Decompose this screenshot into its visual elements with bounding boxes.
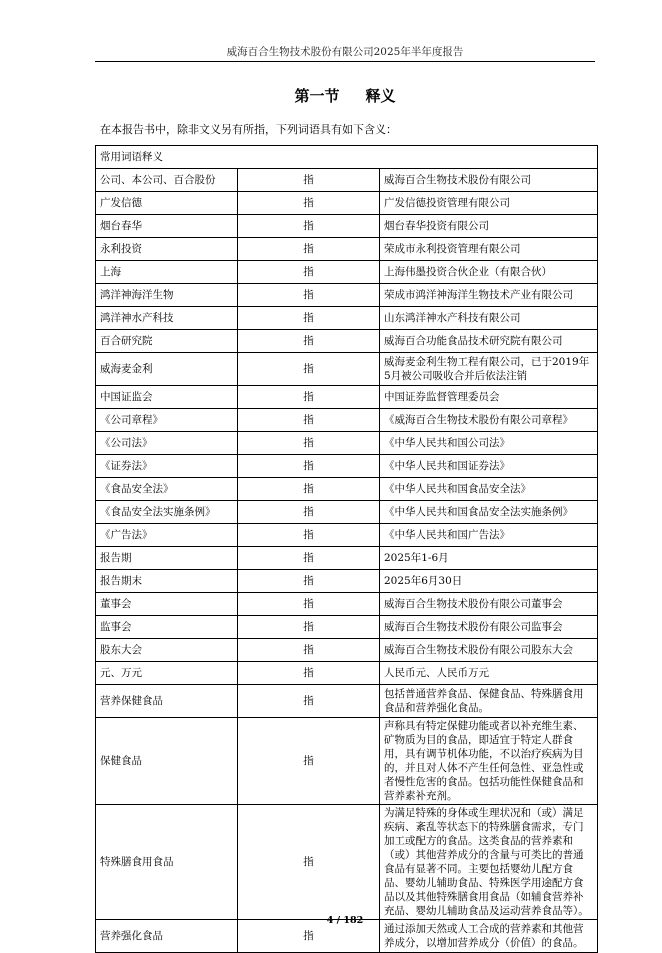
relation-cell: 指 — [238, 455, 380, 478]
term-cell: 保健食品 — [96, 718, 238, 805]
term-cell: 股东大会 — [96, 639, 238, 662]
table-row — [96, 261, 598, 284]
relation-cell: 指 — [238, 718, 380, 805]
section-name: 释义 — [365, 87, 396, 105]
relation-cell: 指 — [238, 261, 380, 284]
term-cell: 中国证监会 — [96, 386, 238, 409]
relation-cell: 指 — [238, 432, 380, 455]
table-row — [96, 547, 598, 570]
definition-cell: 声称具有特定保健功能或者以补充维生素、矿物质为目的食品，即适宜于特定人群食用，具有调节机体功能，不以治疗疾病为目的，并且对人体不产生任何急性、亚急性或者慢性危害的食品。包括功能性保健食品和营养素补充剂。 — [380, 718, 598, 805]
relation-cell: 指 — [238, 547, 380, 570]
definition-cell: 《威海百合生物技术股份有限公司章程》 — [380, 409, 598, 432]
table-row — [96, 685, 598, 718]
definition-cell: 威海百合功能食品技术研究院有限公司 — [380, 330, 598, 353]
table-row — [96, 524, 598, 547]
definition-cell: 烟台春华投资有限公司 — [380, 215, 598, 238]
definition-cell: 广发信德投资管理有限公司 — [380, 192, 598, 215]
table-row — [96, 570, 598, 593]
definition-cell: 包括普通营养食品、保健食品、特殊膳食用食品和营养强化食品。 — [380, 685, 598, 718]
definition-cell: 人民币元、人民币万元 — [380, 662, 598, 685]
definition-cell: 威海百合生物技术股份有限公司董事会 — [380, 593, 598, 616]
table-row — [96, 718, 598, 805]
table-row — [96, 616, 598, 639]
term-cell: 《食品安全法实施条例》 — [96, 501, 238, 524]
table-row — [96, 501, 598, 524]
section-number: 第一节 — [294, 87, 340, 105]
page-number: 4 / 182 — [326, 915, 364, 926]
relation-cell: 指 — [238, 570, 380, 593]
definition-cell: 威海百合生物技术股份有限公司监事会 — [380, 616, 598, 639]
term-cell: 《证券法》 — [96, 455, 238, 478]
relation-cell: 指 — [238, 284, 380, 307]
definition-cell: 威海百合生物技术股份有限公司股东大会 — [380, 639, 598, 662]
table-row — [96, 455, 598, 478]
relation-cell: 指 — [238, 524, 380, 547]
definition-cell: 荣成市永利投资管理有限公司 — [380, 238, 598, 261]
term-cell: 鸿洋神水产科技 — [96, 307, 238, 330]
term-cell: 《公司法》 — [96, 432, 238, 455]
definition-cell: 《中华人民共和国食品安全法》 — [380, 478, 598, 501]
definition-cell: 《中华人民共和国公司法》 — [380, 432, 598, 455]
term-cell: 百合研究院 — [96, 330, 238, 353]
table-heading-row — [96, 146, 598, 169]
term-cell: 永利投资 — [96, 238, 238, 261]
definition-cell: 山东鸿洋神水产科技有限公司 — [380, 307, 598, 330]
section-title — [95, 86, 595, 106]
definitions-table — [95, 145, 598, 953]
term-cell: 营养保健食品 — [96, 685, 238, 718]
definition-cell: 《中华人民共和国证券法》 — [380, 455, 598, 478]
term-cell: 《食品安全法》 — [96, 478, 238, 501]
relation-cell: 指 — [238, 386, 380, 409]
relation-cell: 指 — [238, 805, 380, 920]
definition-cell: 威海麦金利生物工程有限公司，已于2019年5月被公司吸收合并后依法注销 — [380, 353, 598, 386]
page-header: 威海百合生物技术股份有限公司2025年半年度报告 — [226, 46, 464, 58]
term-cell: 报告期末 — [96, 570, 238, 593]
relation-cell: 指 — [238, 353, 380, 386]
relation-cell: 指 — [238, 192, 380, 215]
relation-cell: 指 — [238, 616, 380, 639]
term-cell: 广发信德 — [96, 192, 238, 215]
definition-cell: 荣成市鸿洋神海洋生物技术产业有限公司 — [380, 284, 598, 307]
definition-cell: 2025年6月30日 — [380, 570, 598, 593]
term-cell: 《公司章程》 — [96, 409, 238, 432]
table-row — [96, 639, 598, 662]
table-heading: 常用词语释义 — [96, 146, 598, 169]
table-row — [96, 353, 598, 386]
definition-cell: 威海百合生物技术股份有限公司 — [380, 169, 598, 192]
definition-cell: 2025年1-6月 — [380, 547, 598, 570]
term-cell: 董事会 — [96, 593, 238, 616]
table-row — [96, 192, 598, 215]
table-row — [96, 215, 598, 238]
table-row — [96, 386, 598, 409]
table-row — [96, 169, 598, 192]
relation-cell: 指 — [238, 330, 380, 353]
term-cell: 威海麦金利 — [96, 353, 238, 386]
relation-cell: 指 — [238, 307, 380, 330]
definition-cell: 中国证券监督管理委员会 — [380, 386, 598, 409]
definition-cell: 上海伟墨投资合伙企业（有限合伙） — [380, 261, 598, 284]
term-cell: 元、万元 — [96, 662, 238, 685]
relation-cell: 指 — [238, 662, 380, 685]
relation-cell: 指 — [238, 478, 380, 501]
table-row — [96, 409, 598, 432]
table-row — [96, 478, 598, 501]
definition-cell: 为满足特殊的身体或生理状况和（或）满足疾病、紊乱等状态下的特殊膳食需求，专门加工或配方的食品。这类食品的营养素和（或）其他营养成分的含量与可类比的普通食品有显著不同。主要包括婴幼儿配方食品、婴幼儿辅助食品、特殊医学用途配方食品以及其他特殊膳食用食品（如辅食营养补充品、婴幼儿辅助食品及运动营养食品等）。 — [380, 805, 598, 920]
term-cell: 公司、本公司、百合股份 — [96, 169, 238, 192]
definition-cell: 通过添加天然或人工合成的营养素和其他营养成分，以增加营养成分（价值）的食品。 — [380, 920, 598, 953]
term-cell: 监事会 — [96, 616, 238, 639]
table-row — [96, 593, 598, 616]
relation-cell: 指 — [238, 169, 380, 192]
table-row — [96, 662, 598, 685]
table-row — [96, 284, 598, 307]
table-row — [96, 432, 598, 455]
relation-cell: 指 — [238, 593, 380, 616]
term-cell: 《广告法》 — [96, 524, 238, 547]
relation-cell: 指 — [238, 685, 380, 718]
term-cell: 烟台春华 — [96, 215, 238, 238]
relation-cell: 指 — [238, 215, 380, 238]
table-row — [96, 805, 598, 920]
relation-cell: 指 — [238, 501, 380, 524]
definition-cell: 《中华人民共和国食品安全法实施条例》 — [380, 501, 598, 524]
term-cell: 报告期 — [96, 547, 238, 570]
term-cell: 特殊膳食用食品 — [96, 805, 238, 920]
intro-paragraph: 在本报告书中，除非文义另有所指，下列词语具有如下含义： — [100, 123, 397, 136]
term-cell: 鸿洋神海洋生物 — [96, 284, 238, 307]
relation-cell: 指 — [238, 238, 380, 261]
term-cell: 上海 — [96, 261, 238, 284]
term-cell: 营养强化食品 — [96, 920, 238, 953]
table-row — [96, 238, 598, 261]
relation-cell: 指 — [238, 409, 380, 432]
relation-cell: 指 — [238, 920, 380, 953]
table-row — [96, 330, 598, 353]
table-row — [96, 307, 598, 330]
relation-cell: 指 — [238, 639, 380, 662]
header-rule — [95, 61, 595, 62]
definition-cell: 《中华人民共和国广告法》 — [380, 524, 598, 547]
